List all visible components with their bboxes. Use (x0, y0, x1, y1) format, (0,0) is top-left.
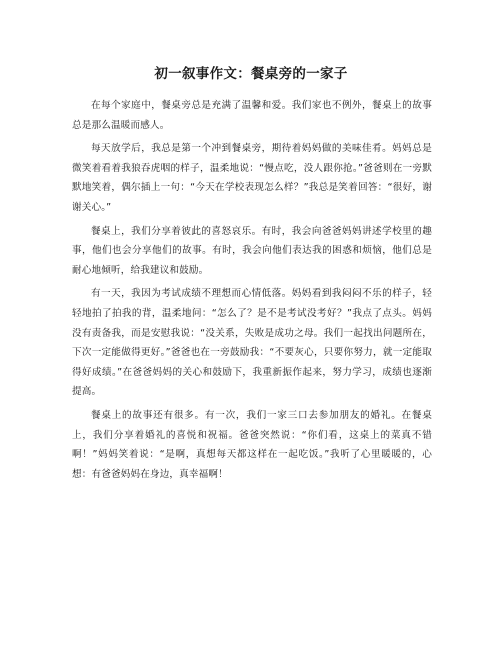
document-title: 初一叙事作文：餐桌旁的一家子 (154, 66, 348, 82)
paragraph-4: 有一天，我因为考试成绩不理想而心情低落。妈妈看到我闷闷不乐的样子，轻轻地拍了拍我的背，温柔地问：“怎么了？是不是考试没考好？”我点了点头。妈妈没有责备我，而是安慰我说：“没关系，失败是成功之母。我们一起找出问题所在，下次一定能做得更好。”爸爸也在一旁鼓励我：“不要灰心，只要你努力，就一定能取得好成绩。”在爸爸妈妈的关心和鼓励下，我重新振作起来，努力学习，成绩也逐渐提高。 (72, 288, 432, 398)
paragraph-1: 在每个家庭中，餐桌旁总是充满了温馨和爱。我们家也不例外，餐桌上的故事总是那么温暖而感人。 (72, 100, 432, 131)
paragraph-2: 每天放学后，我总是第一个冲到餐桌旁，期待着妈妈做的美味佳肴。妈妈总是微笑着看着我狼吞虎咽的样子，温柔地说：“慢点吃，没人跟你抢。”爸爸则在一旁默默地笑着，偶尔插上一句：“今天在学校表现怎么样？”我总是笑着回答：“很好，谢谢关心。” (72, 143, 432, 213)
paragraph-5: 餐桌上的故事还有很多。有一次，我们一家三口去参加朋友的婚礼。在餐桌上，我们分享着婚礼的喜悦和祝福。爸爸突然说：“你们看，这桌上的菜真不错啊！”妈妈笑着说：“是啊，真想每天都这样在一起吃饭。”我听了心里暖暖的，心想：有爸爸妈妈在身边，真幸福啊！ (72, 409, 432, 480)
paragraph-3: 餐桌上，我们分享着彼此的喜怒哀乐。有时，我会向爸爸妈妈讲述学校里的趣事，他们也会分享他们的故事。有时，我会向他们表达我的困惑和烦恼，他们总是耐心地倾听，给我建议和鼓励。 (72, 225, 432, 276)
document-body (72, 96, 432, 488)
